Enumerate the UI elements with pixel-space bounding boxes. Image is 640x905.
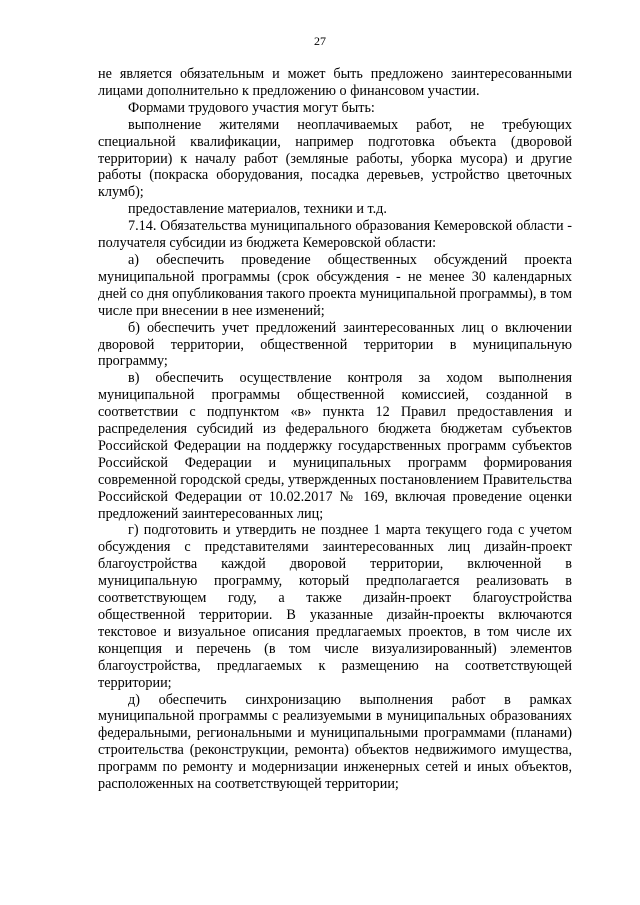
paragraph-labor-forms-intro: Формами трудового участия могут быть: [128, 99, 375, 116]
paragraph-continuation: не является обязательным и может быть предложено заинтересованными лицами дополнительно к предложению о финансовом участии. [98, 66, 572, 99]
paragraph-item-g: г) подготовить и утвердить не позднее 1 марта текущего года с учетом обсуждения с представителями заинтересованных лиц дизайн-проект благоустройства каждой дворовой территории, включенной в муниципальную программу, который предполагается реализовать в соответствующем году, а также дизайн-проект благоустройства общественной территории. В указанные дизайн-проекты включаются текстовое и визуальное описания предлагаемых проектов, в том числе их концепция и перечень (в том числе визуализированный) элементов благоустройства, предлагаемых к размещению на соответствующей территории; [98, 522, 572, 691]
document-body [98, 66, 572, 793]
paragraph-item-b: б) обеспечить учет предложений заинтересованных лиц о включении дворовой территории, общественной территории в муниципальную программу; [98, 319, 572, 370]
paragraph-unpaid-works: выполнение жителями неоплачиваемых работ, не требующих специальной квалификации, например подготовка объекта (дворовой территории) к началу работ (земляные работы, уборка мусора) и другие работы (покраска оборудования, посадка деревьев, устройство цветочных клумб); [98, 116, 572, 201]
page-number: 27 [314, 34, 326, 48]
paragraph-item-v: в) обеспечить осуществление контроля за ходом выполнения муниципальной программы общественной комиссией, созданной в соответствии с подпунктом «в» пункта 12 Правил предоставления и распределения субсидий из федерального бюджета бюджетам субъектов Российской Федерации на поддержку государственных программ субъектов Российской Федерации и муниципальных программ формирования современной городской среды, утвержденных постановлением Правительства Российской Федерации от 10.02.2017 № 169, включая проведение оценки предложений заинтересованных лиц; [98, 370, 572, 522]
paragraph-section-7-14: 7.14. Обязательства муниципального образования Кемеровской области - получателя субсидии из бюджета Кемеровской области: [98, 218, 572, 252]
paragraph-item-a: а) обеспечить проведение общественных обсуждений проекта муниципальной программы (срок обсуждения - не менее 30 календарных дней со дня опубликования такого проекта муниципальной программы), в том числе при внесении в нее изменений; [98, 251, 572, 319]
paragraph-materials: предоставление материалов, техники и т.д. [128, 201, 387, 218]
paragraph-item-d: д) обеспечить синхронизацию выполнения работ в рамках муниципальной программы с реализуемыми в муниципальных образованиях федеральными, региональными и муниципальными программами (планами) строительства (реконструкции, ремонта) объектов недвижимого имущества, программ по ремонту и модернизации инженерных сетей и иных объектов, расположенных на соответствующей территории; [98, 691, 572, 793]
